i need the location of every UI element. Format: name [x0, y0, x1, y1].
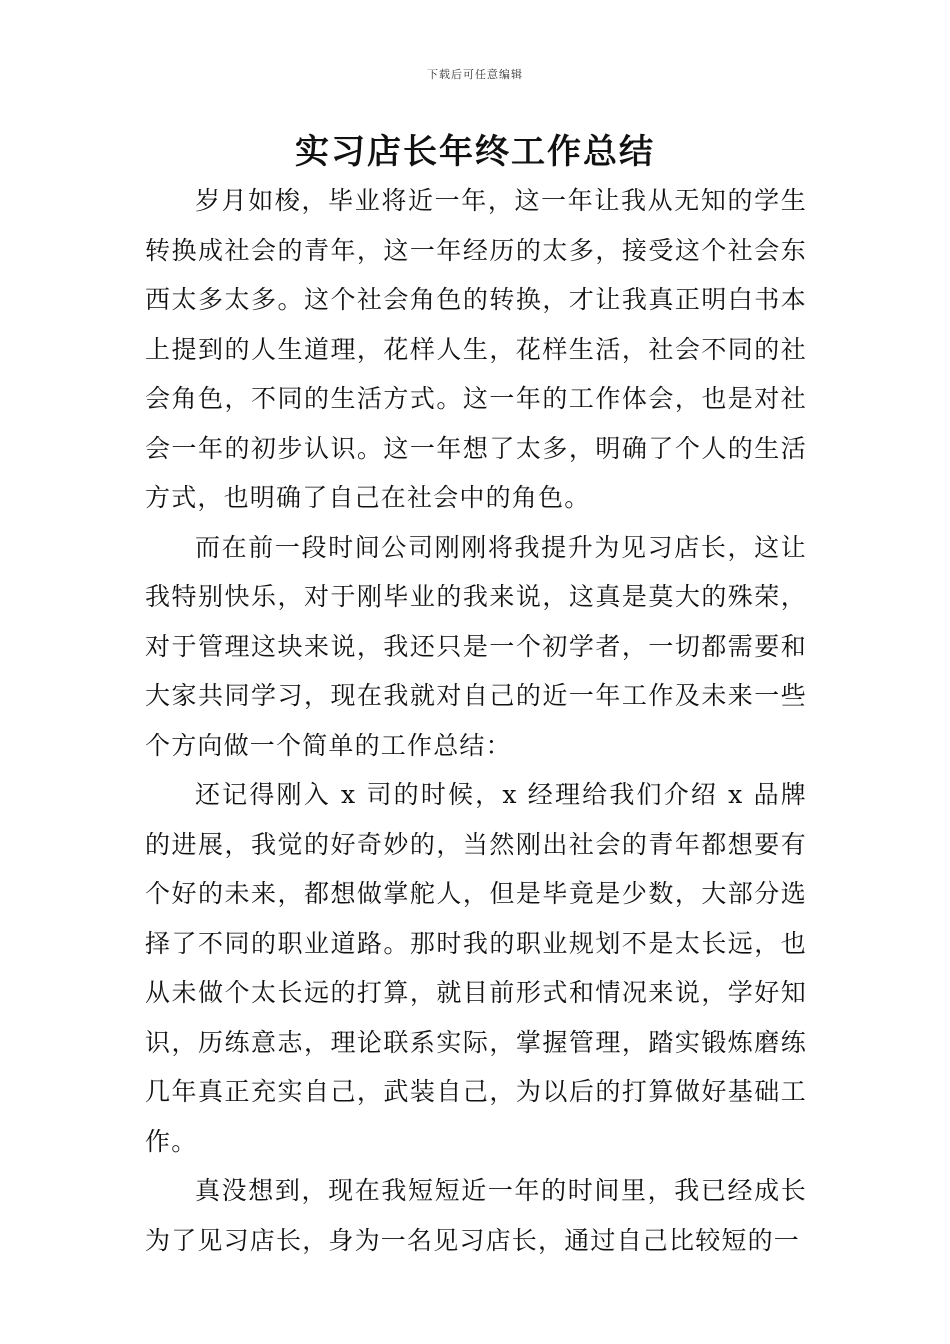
document-title: 实习店长年终工作总结	[295, 132, 655, 172]
document-body	[145, 176, 807, 1265]
paragraph: 而在前一段时间公司刚刚将我提升为见习店长，这让我特别快乐，对于刚毕业的我来说，这真是莫大的殊荣，对于管理这块来说，我还只是一个初学者，一切都需要和大家共同学习，现在我就对自己的近一年工作及未来一些个方向做一个简单的工作总结：	[145, 532, 807, 760]
header-note: 下载后可任意编辑	[427, 68, 523, 81]
paragraph: 真没想到，现在我短短近一年的时间里，我已经成长为了见习店长，身为一名见习店长，通过自己比较短的一	[145, 1176, 807, 1255]
paragraph: 岁月如梭，毕业将近一年，这一年让我从无知的学生转换成社会的青年，这一年经历的太多，接受这个社会东西太多太多。这个社会角色的转换，才让我真正明白书本上提到的人生道理，花样人生，花样生活，社会不同的社会角色，不同的生活方式。这一年的工作体会，也是对社会一年的初步认识。这一年想了太多，明确了个人的生活方式，也明确了自己在社会中的角色。	[145, 186, 807, 512]
paragraph: 还记得刚入 x 司的时候，x 经理给我们介绍 x 品牌的进展，我觉的好奇妙的，当然刚出社会的青年都想要有个好的未来，都想做掌舵人，但是毕竟是少数，大部分选择了不同的职业道路。那时我的职业规划不是太长远，也从未做个太长远的打算，就目前形式和情况来说，学好知识，历练意志，理论联系实际，掌握管理，踏实锻炼磨练几年真正充实自己，武装自己，为以后的打算做好基础工作。	[145, 780, 807, 1156]
